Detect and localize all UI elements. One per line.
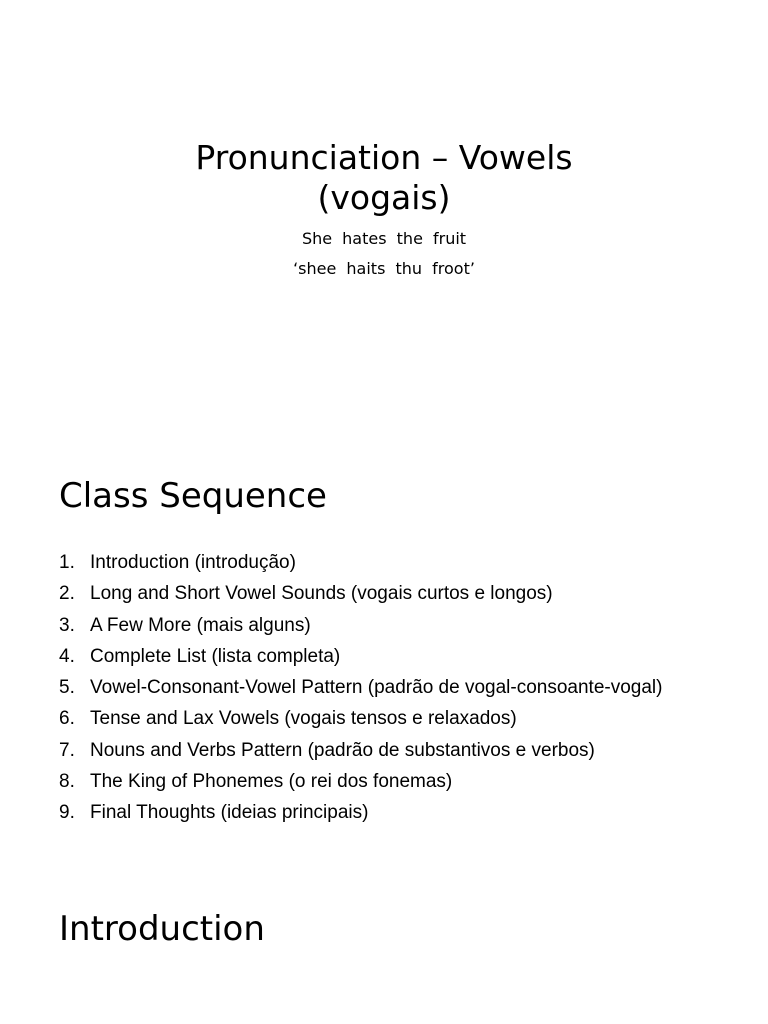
introduction-heading: Introduction [59, 909, 265, 949]
list-item [59, 672, 662, 703]
list-item-number: 8. [59, 771, 75, 793]
list-item-text: Complete List (lista completa) [90, 645, 341, 667]
list-item [59, 610, 662, 641]
list-item-text: Long and Short Vowel Sounds (vogais curtos e longos) [90, 583, 553, 605]
subtitle-phonetic: ‘shee haits thu froot’ [293, 259, 475, 278]
list-item-text: Vowel-Consonant-Vowel Pattern (padrão de vogal-consoante-vogal) [90, 677, 663, 699]
list-item-number: 6. [59, 708, 75, 730]
slide-title [0, 138, 768, 218]
class-sequence-list [59, 547, 662, 829]
list-item-text: The King of Phonemes (o rei dos fonemas) [90, 771, 453, 793]
list-item-number: 3. [59, 614, 75, 636]
list-item-number: 4. [59, 645, 75, 667]
list-item-number: 1. [59, 552, 75, 573]
list-item [59, 578, 662, 609]
list-item-number: 7. [59, 739, 75, 761]
list-item [59, 797, 662, 828]
list-item-text: Nouns and Verbs Pattern (padrão de substantivos e verbos) [90, 739, 595, 761]
class-sequence-heading: Class Sequence [59, 476, 327, 516]
list-item-number: 2. [59, 583, 75, 605]
list-item-text: Final Thoughts (ideias principais) [90, 802, 369, 824]
list-item [59, 547, 662, 578]
list-item-text: A Few More (mais alguns) [90, 614, 311, 636]
list-item [59, 641, 662, 672]
list-item-text: Tense and Lax Vowels (vogais tensos e relaxados) [90, 708, 517, 730]
list-item-number: 5. [59, 677, 75, 699]
subtitle-sentence: She hates the fruit [301, 229, 467, 248]
list-item [59, 703, 662, 734]
list-item-number: 9. [59, 802, 75, 824]
list-item [59, 766, 662, 797]
list-item [59, 735, 662, 766]
slide-title-line-2: (vogais) [317, 178, 451, 217]
slide-title-line-1: Pronunciation – Vowels [195, 138, 573, 177]
list-item-text: Introduction (introdução) [90, 552, 296, 573]
